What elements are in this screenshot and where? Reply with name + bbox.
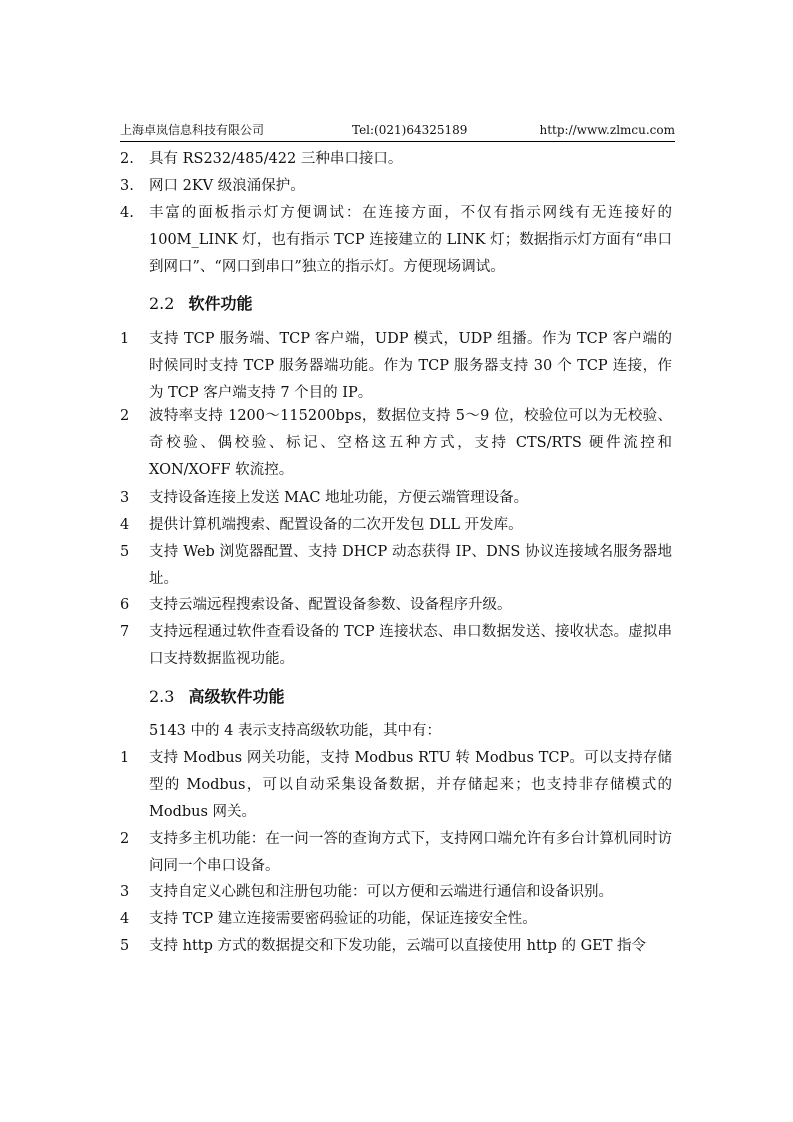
list-text: 支持 TCP 建立连接需要密码验证的功能，保证连接安全性。	[149, 911, 537, 927]
list-text: 支持远程通过软件查看设备的 TCP 连接状态、串口数据发送、接收状态。虚拟串口支持数据监视功能。	[149, 624, 672, 667]
header-rule	[120, 141, 675, 142]
list-text: 支持 Modbus 网关功能，支持 Modbus RTU 转 Modbus TCP。可以支持存储型的 Modbus，可以自动采集设备数据，并存储起来；也支持非存储模式的Modbus 网关。	[149, 750, 672, 820]
list-text: 丰富的面板指示灯方便调试：在连接方面，不仅有指示网线有无连接好的100M_LINK 灯，也有指示 TCP 连接建立的 LINK 灯；数据指示灯方面有“串口到网口”、“网口到串口”独立的指示灯。方便现场调试。	[149, 205, 672, 275]
list-number: 4	[120, 517, 130, 533]
list-number: 3	[120, 884, 130, 900]
header-tel: Tel:(021)64325189	[352, 123, 468, 137]
list-text: 网口 2KV 级浪涌保护。	[149, 178, 305, 194]
list-item	[120, 539, 680, 593]
section-title: 软件功能	[188, 294, 253, 313]
list-number: 5	[120, 938, 130, 954]
list-number: 5	[120, 544, 130, 560]
list-number: 2	[120, 408, 130, 424]
list-text: 波特率支持 1200～115200bps，数据位支持 5～9 位，校验位可以为无校验、奇校验、偶校验、标记、空格这五种方式，支持 CTS/RTS 硬件流控和XON/XOFF 软流控。	[149, 408, 672, 478]
page-header	[120, 121, 675, 139]
list-number: 4.	[120, 205, 134, 221]
list-item	[120, 512, 680, 539]
list-number: 7	[120, 624, 130, 640]
list-item	[120, 826, 680, 880]
list-number: 1	[120, 750, 130, 766]
list-item	[120, 146, 680, 173]
list-item	[120, 485, 680, 512]
list-item	[120, 619, 680, 673]
list-number: 4	[120, 911, 130, 927]
header-company: 上海卓岚信息科技有限公司	[120, 123, 265, 137]
list-text: 具有 RS232/485/422 三种串口接口。	[149, 151, 403, 167]
list-number: 1	[120, 331, 130, 347]
list-item	[120, 200, 680, 281]
section-heading-2-3	[149, 686, 284, 708]
section-intro: 5143 中的 4 表示支持高级软功能，其中有：	[149, 723, 441, 739]
section-heading-2-2	[149, 293, 252, 315]
section-number: 2.2	[149, 294, 175, 313]
list-text: 提供计算机端搜索、配置设备的二次开发包 DLL 开发库。	[149, 517, 523, 533]
list-number: 3	[120, 490, 130, 506]
list-item	[120, 745, 680, 826]
list-number: 2	[120, 831, 130, 847]
section-title: 高级软件功能	[188, 687, 285, 706]
list-number: 6	[120, 597, 130, 613]
header-url: http://www.zlmcu.com	[539, 123, 675, 137]
list-number: 3.	[120, 178, 134, 194]
list-item	[120, 906, 680, 933]
list-text: 支持 Web 浏览器配置、支持 DHCP 动态获得 IP、DNS 协议连接域名服务器地址。	[149, 544, 672, 587]
section-number: 2.3	[149, 687, 175, 706]
list-text: 支持多主机功能：在一问一答的查询方式下，支持网口端允许有多台计算机同时访问同一个串口设备。	[149, 831, 672, 874]
list-text: 支持 http 方式的数据提交和下发功能，云端可以直接使用 http 的 GET 指令	[149, 938, 647, 954]
list-number: 2.	[120, 151, 134, 167]
list-item	[120, 326, 680, 407]
list-text: 支持 TCP 服务端、TCP 客户端，UDP 模式，UDP 组播。作为 TCP 客户端的时候同时支持 TCP 服务器端功能。作为 TCP 服务器支持 30 个 TCP 连接，作为 TCP 客户端支持 7 个目的 IP。	[149, 331, 672, 401]
list-item	[120, 403, 680, 484]
list-text: 支持设备连接上发送 MAC 地址功能，方便云端管理设备。	[149, 490, 529, 506]
list-text: 支持自定义心跳包和注册包功能：可以方便和云端进行通信和设备识别。	[149, 884, 613, 900]
list-text: 支持云端远程搜索设备、配置设备参数、设备程序升级。	[149, 597, 512, 613]
list-item	[120, 879, 680, 906]
list-item	[120, 173, 680, 200]
list-item	[120, 592, 680, 619]
list-item	[120, 933, 680, 960]
